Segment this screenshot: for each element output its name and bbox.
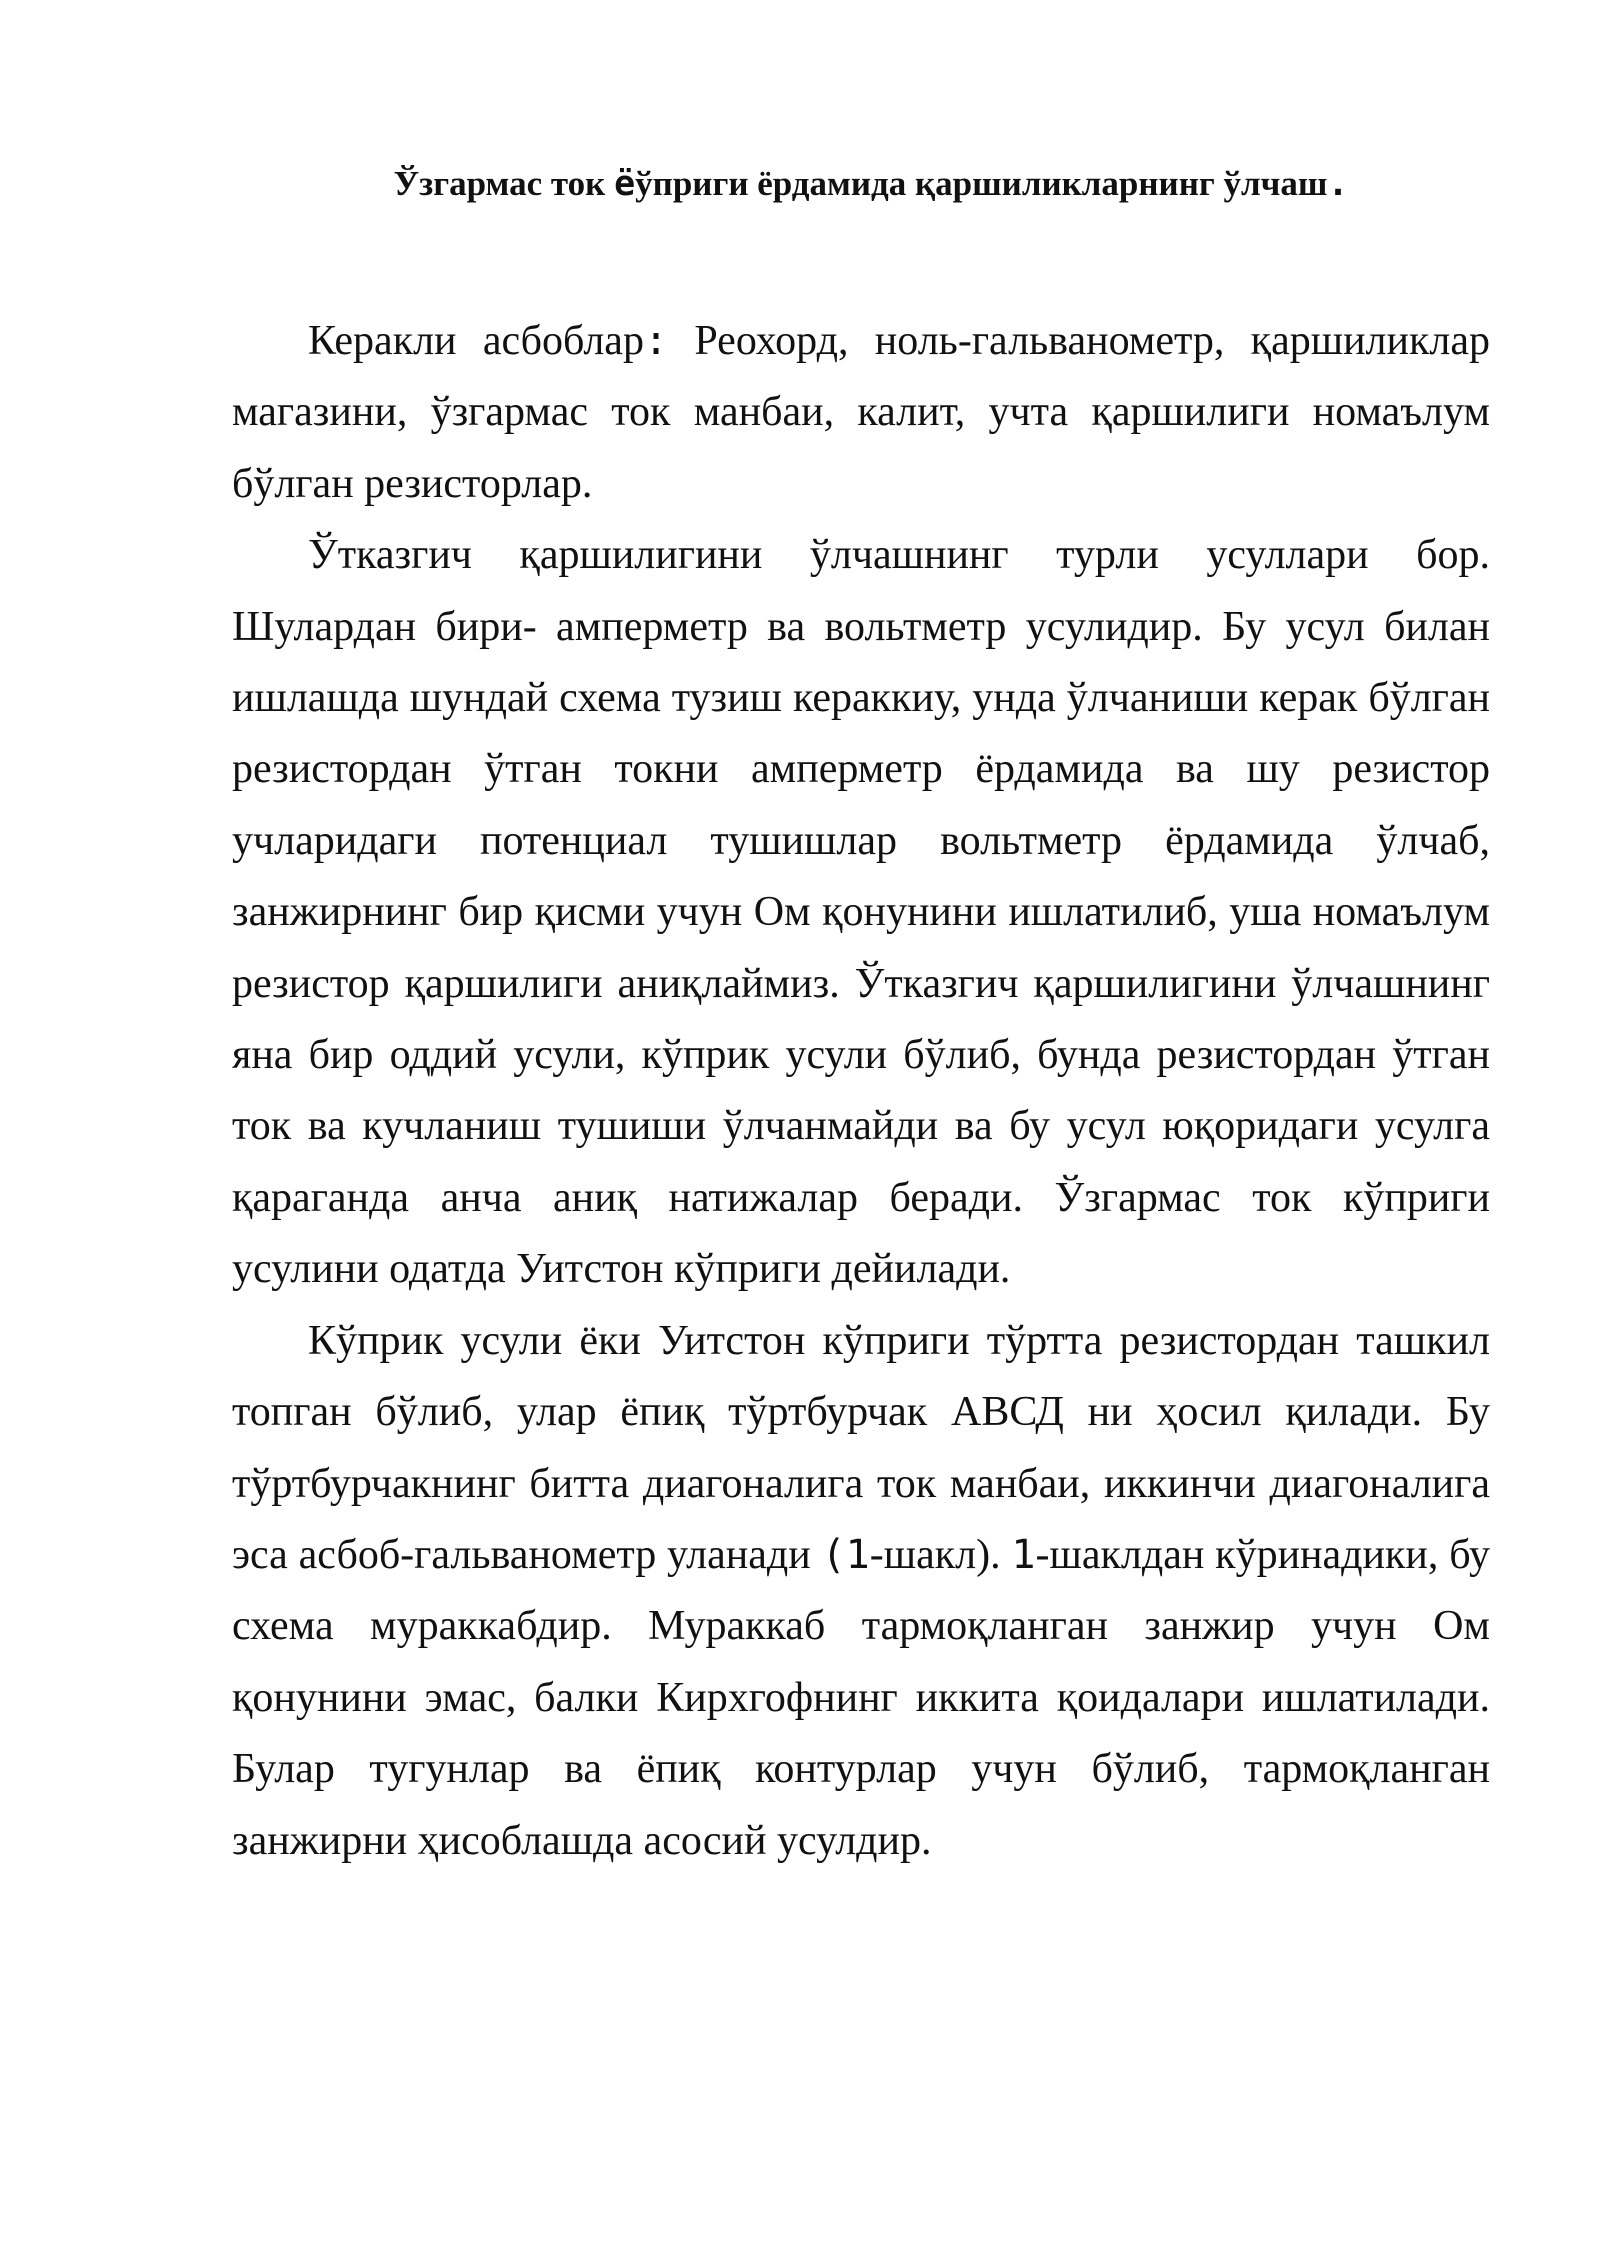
title-spacer: [232, 208, 1490, 306]
title-text-rest: ўприги ёрдамида қаршиликларнинг ўлчаш: [635, 164, 1328, 203]
paragraph-methods: Ўтказгич қаршилигини ўлчашнинг турли усуллари бор. Шулардан бири- амперметр ва вольтметр усулидир. Бу усул билан ишлашда шундай схема тузиш кераккиу, унда ўлчаниши керак бўлган резистордан ўтган токни амперметр ёрдамида ва шу резистор учларидаги потенциал тушишлар вольтметр ёрдамида ўлчаб, занжирнинг бир қисми учун Ом қонунини ишлатилиб, уша номаълум резистор қаршилиги аниқлаймиз. Ўтказгич қаршилигини ўлчашнинг яна бир оддий усули, кўприк усули бўлиб, бунда резистордан ўтган ток ва кучланиш тушиши ўлчанмайди ва бу усул юқоридаги усулга қараганда анча аниқ натижалар беради. Ўзгармас ток кўприги усулини одатда Уитстон кўприги дейилади.: [232, 532, 1490, 1293]
equipment-list: Реохорд, ноль-гальванометр, қаршиликлар магазини, ўзгармас ток манбаи, калит, учта қаршилиги номаълум бўлган резисторлар.: [232, 318, 1490, 507]
title-text-main: Ўзгармас ток: [393, 164, 615, 203]
figure-ref-1: (1: [821, 1531, 870, 1578]
paragraph-wheatstone-bridge: [232, 1306, 1490, 1877]
equipment-label: Керакли асбоблар: [308, 318, 644, 364]
title-period: .: [1327, 164, 1349, 204]
bridge-text-b: -шакл).: [869, 1531, 1012, 1578]
equipment-colon: :: [643, 318, 669, 364]
title-text-glyph: ё: [614, 164, 636, 204]
paragraph-equipment: [232, 306, 1490, 520]
document-title: [232, 160, 1490, 208]
bridge-text-c: -шаклдан кўринадики, бу схема мураккабдир. Мураккаб тармоқланган занжир учун Ом қонунини эмас, балки Кирхгофнинг иккита қоидалари ишлатилади. Булар тугунлар ва ёпиқ контурлар учун бўлиб, тармоқланган занжирни ҳисоблашда асосий усулдир.: [232, 1531, 1490, 1864]
document-page: [232, 160, 1490, 1877]
figure-ref-2: 1: [1011, 1531, 1036, 1578]
bridge-text-a: Кўприк усули ёки Уитстон кўприги тўртта резистордан ташкил топган бўлиб, улар ёпиқ тўртбурчак АВСД ни ҳосил қилади. Бу тўртбурчакнинг битта диагоналига ток манбаи, иккинчи диагоналига эса асбоб-гальванометр уланади: [232, 1317, 1490, 1578]
